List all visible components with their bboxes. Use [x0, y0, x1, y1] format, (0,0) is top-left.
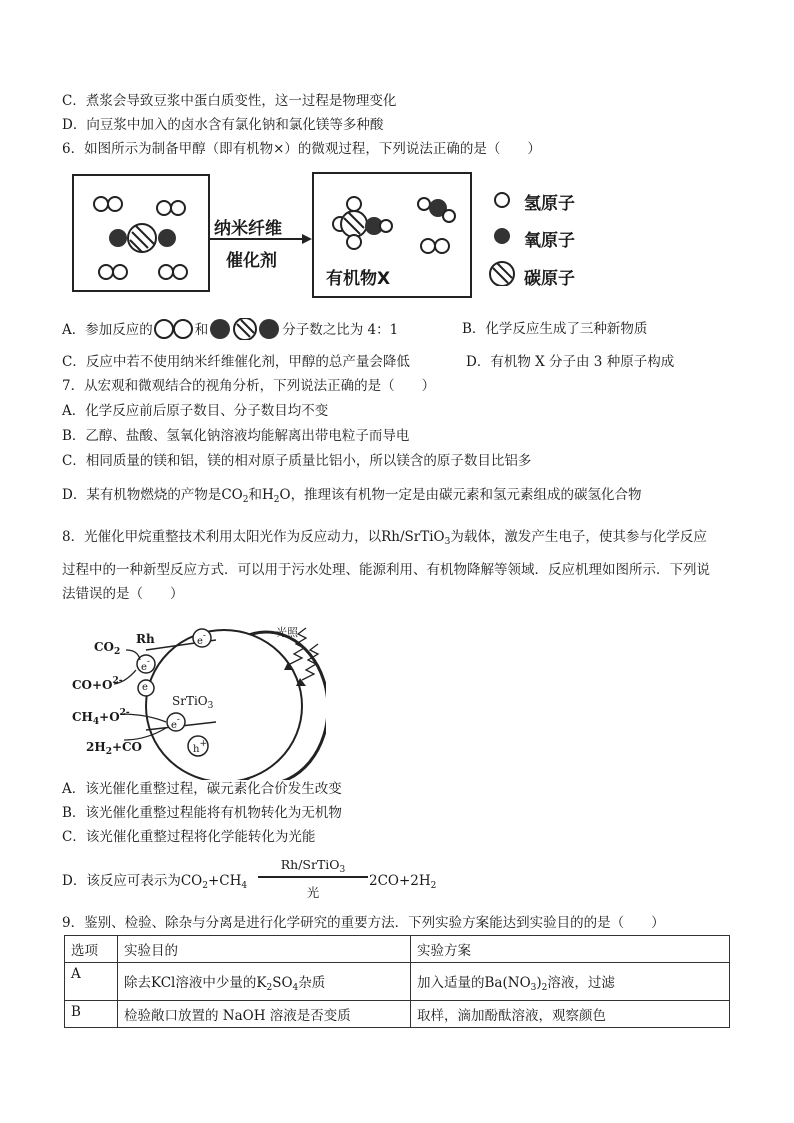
q7-option-b: B．乙醇、盐酸、氢氧化钠溶液均能解离出带电粒子而导电 [62, 428, 410, 444]
q8-option-c: C．该光催化重整过程将化学能转化为光能 [62, 829, 316, 845]
legend-oxygen: 氧原子 [524, 231, 575, 251]
eq-condition-top-text: Rh/SrTiO [280, 857, 340, 872]
h2-co-label: $2H_2+CO$ [86, 740, 143, 757]
q6-option-a-post: 分子数之比为 4：1 [282, 322, 399, 338]
q8-stem-line3: 法错误的是（ ） [62, 586, 184, 602]
q8-option-b: B．该光催化重整过程能将有机物转化为无机物 [62, 805, 342, 821]
hole-label: h+ [193, 739, 207, 755]
ch4-o-text: +O [99, 710, 120, 724]
row-a-plan-post: 溶液，过滤 [547, 974, 615, 991]
q6-stem: 6．如图所示为制备甲醇（即有机物×）的微观过程，下列说法正确的是（ ） [62, 141, 541, 157]
row-a-purpose-post: 杂质 [298, 974, 326, 991]
q6-option-b: B．化学反应生成了三种新物质 [462, 321, 648, 337]
electron-text-3: e [142, 682, 148, 693]
row-b-plan: 取样，滴加酚酞溶液，观察颜色 [411, 1001, 730, 1028]
product-box [312, 172, 472, 298]
co-o-text: CO+O [72, 678, 113, 692]
q6-option-a-mid: 和 [194, 322, 209, 338]
h2-co-post-text: +CO [111, 740, 143, 754]
row-a-purpose-pre: 除去 [124, 974, 151, 991]
co2-text: CO [94, 640, 115, 654]
q9-stem: 9．鉴别、检验、除杂与分离是进行化学研究的重要方法．下列实验方案能达到实验目的的是（ ） [62, 915, 665, 931]
q8-stem-line1: 8．光催化甲烷重整技术利用太阳光作为反应动力，以Rh/SrTiO$_3$为载体，激发产生电子，使其参与化学反应 [62, 529, 707, 547]
q8-option-d: D．该反应可表示为$CO_2+CH_4$ [62, 873, 248, 891]
electron-bottom-label: e- [171, 715, 180, 731]
q6-option-a-pre: A．参加反应的 [62, 322, 153, 338]
row-b-option: B [65, 1001, 118, 1028]
table-row [65, 963, 730, 1001]
co-o-label: $CO+O^{2-}$ [72, 676, 123, 692]
electron-top-label: e- [197, 631, 206, 647]
reactant-molecules [74, 176, 208, 290]
electron-text-1: e [197, 636, 203, 647]
q7-stem: 7．从宏观和微观结合的视角分析，下列说法正确的是（ ） [62, 378, 436, 394]
q7-option-d: D．某有机物燃烧的产物是$CO_2$和$H_2O$，推理该有机物一定是由碳元素和氢元素组成的碳氢化合物 [62, 487, 642, 505]
q9-table [64, 935, 730, 1028]
eq-ch4: +CH [207, 873, 242, 889]
catalyst-label-2: 催化剂 [226, 251, 277, 271]
product-label: 有机物X [326, 269, 391, 289]
co2-molecule-icon [208, 318, 282, 340]
row-a-plan-pre: 加入适量的 [417, 974, 485, 991]
q8-line1-post: 为载体，激发产生电子，使其参与化学反应 [450, 529, 707, 545]
row-a-purpose: 除去KCl溶液中少量的$K_2SO_4$杂质 [118, 963, 411, 1001]
row-a-no: (NO [502, 974, 531, 991]
formula-h2o: H [261, 487, 274, 503]
ch4-text: CH [72, 710, 93, 724]
q5-option-d: D．向豆浆中加入的卤水含有氯化钠和氯化镁等多种酸 [62, 117, 384, 133]
eq-condition-bottom: 光 [306, 885, 320, 900]
row-a-kcl: KCl [151, 974, 176, 991]
q7-option-d-pre: D．某有机物燃烧的产物是 [62, 487, 222, 503]
light-label: 光照 [276, 626, 298, 639]
q7-option-c: C．相同质量的镁和铝，镁的相对原子质量比铝小，所以镁含的原子数目比铝多 [62, 453, 532, 469]
eq-co2: CO [180, 873, 203, 889]
h2-text: 2H [86, 740, 106, 754]
legend-hydrogen: 氢原子 [524, 194, 575, 214]
q8-option-a: A．该光催化重整过程，碳元素化合价发生改变 [62, 781, 342, 797]
row-b-purpose: 检验敞口放置的 NaOH 溶液是否变质 [118, 1001, 411, 1028]
legend-icons [488, 186, 516, 286]
catalyst-label-1: 纳米纤维 [214, 219, 282, 239]
eq-equals-line [258, 876, 368, 878]
q6-option-c: C．反应中若不使用纳米纤维催化剂，甲醇的总产量会降低 [62, 354, 410, 370]
electron-left-label: e- [141, 657, 150, 673]
h2-molecule-icon [153, 319, 195, 339]
formula-co2: CO [221, 487, 243, 503]
eq-condition-top: Rh/SrTiO$_3$ [280, 857, 346, 875]
electron-left2-label [142, 682, 148, 693]
header-option: 选项 [65, 936, 118, 963]
legend-carbon: 碳原子 [524, 269, 575, 289]
hole-text: h [193, 744, 200, 755]
formula-h2o-o: O [279, 487, 291, 503]
q6-option-d: D．有机物 X 分子由 3 种原子构成 [466, 354, 675, 370]
row-a-option: A [65, 963, 118, 1001]
electron-text-4: e [171, 720, 177, 731]
table-row [65, 1001, 730, 1028]
electron-text-2: e [141, 662, 147, 673]
q6-option-a [62, 318, 398, 340]
q7-option-d-post: ，推理该有机物一定是由碳元素和氢元素组成的碳氢化合物 [290, 487, 642, 503]
q5-option-c: C．煮浆会导致豆浆中蛋白质变性，这一过程是物理变化 [62, 93, 397, 109]
ch4-label: $CH_4+O^{2-}$ [72, 708, 130, 727]
eq-right: $2CO+2H_2$ [369, 873, 437, 891]
row-a-so: SO [272, 974, 293, 991]
row-a-k: K [256, 974, 267, 991]
q7-option-a: A．化学反应前后原子数目、分子数目均不变 [62, 403, 329, 419]
eq-right-text: 2CO+2H [369, 873, 431, 889]
co2-label: $CO_2$ [94, 640, 121, 657]
header-purpose: 实验目的 [118, 936, 411, 963]
q8-catalyst: Rh/SrTiO [381, 529, 445, 545]
srtio3-text: SrTiO [172, 694, 208, 708]
row-a-plan: 加入适量的$Ba(NO_3)_2$溶液，过滤 [411, 963, 730, 1001]
srtio3-label: SrTiO$_3$ [172, 694, 214, 711]
rh-label: Rh [136, 632, 155, 646]
row-a-purpose-mid: 溶液中少量的 [175, 974, 257, 991]
q8-stem-line2: 过程中的一种新型反应方式．可以用于污水处理、能源利用、有机物降解等领域．反应机理如图所示．下列说 [62, 562, 710, 578]
table-header-row [65, 936, 730, 963]
reaction-arrow [206, 232, 314, 246]
reactant-box [72, 174, 210, 292]
q8-line1-pre: 8．光催化甲烷重整技术利用太阳光作为反应动力，以 [62, 529, 382, 545]
header-plan: 实验方案 [411, 936, 730, 963]
product-molecules [314, 174, 470, 264]
q8-option-d-pre: D．该反应可表示为 [62, 873, 181, 889]
row-a-ba: Ba [484, 974, 503, 991]
q7-option-d-and: 和 [248, 487, 262, 503]
